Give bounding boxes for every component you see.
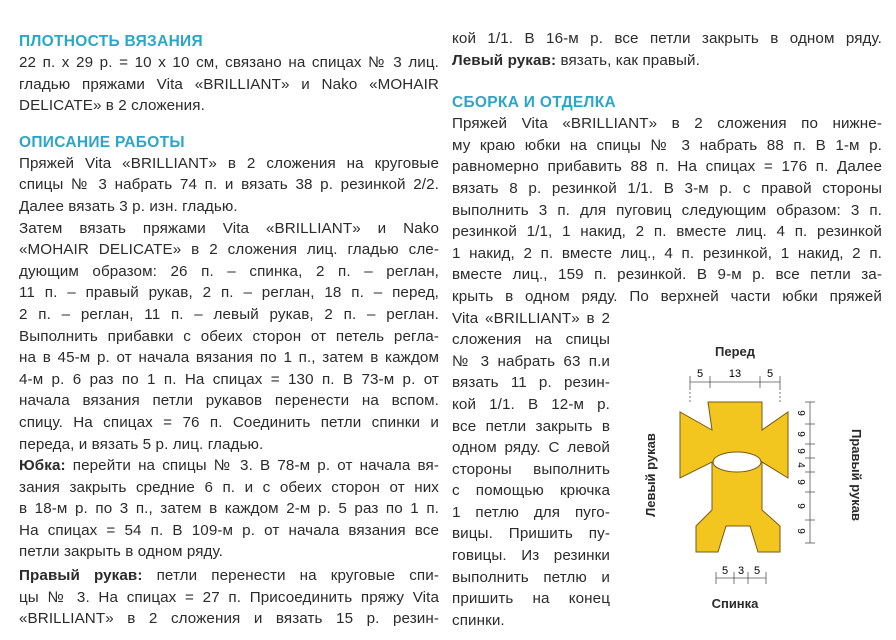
front-label: Перед	[715, 344, 755, 359]
side-dimension: 9	[795, 431, 806, 437]
side-dimension: 9	[795, 479, 806, 485]
left-sleeve-text: вязать, как правый.	[556, 51, 700, 69]
side-dimension: 9	[795, 528, 806, 534]
assembly-line: му краю юбки на спицы № 3 набрать 88 п. В 1-м р.	[452, 136, 882, 154]
assembly-narrow-block	[452, 308, 610, 632]
left-sleeve-line	[452, 50, 882, 72]
assembly-line: вязать 8 р. резинкой 1/1. В 3-м р. с правой стороны	[452, 179, 882, 197]
back-label: Спинка	[711, 596, 759, 611]
assembly-narrow-line: кой 1/1. В 12-м р.	[452, 395, 610, 413]
skirt-line: в 18-м р. по 3 п., затем в каждом 2-м р. 5 раз по 1 п.	[19, 500, 439, 518]
assembly-line: резинкой 1/1, 1 накид, 2 п. вместе лиц. 4 п. резинкой	[452, 223, 882, 241]
bottom-dimension: 5	[753, 565, 761, 577]
assembly-narrow-line: вязать 11 р. резин-	[452, 374, 610, 392]
description-line: Выполнить прибавки с обеих сторон от петель регла-	[19, 327, 439, 345]
left-sleeve-diagram-label: Левый рукав	[643, 433, 658, 517]
side-dimension: 9	[795, 410, 806, 416]
assembly-narrow-line: вицы. Пришить пу-	[452, 525, 610, 543]
skirt-line	[19, 455, 439, 477]
assembly-line: вместе лиц., 159 п. резинкой. В 9-м р. все петли за-	[452, 266, 882, 284]
bottom-dimension: 3	[737, 565, 745, 577]
gauge-line: гладью пряжами Vita «BRILLIANT» и Nako «MOHAIR	[19, 75, 439, 93]
right-sleeve-line: цы № 3. На спицах = 27 п. Присоединить пряжу Vita	[19, 588, 439, 606]
right-sleeve-line: «BRILLIANT» в 2 сложения и вязать 15 р. резин-	[19, 610, 439, 628]
garment-shape	[680, 402, 788, 552]
top-dimension: 5	[696, 368, 704, 380]
skirt-label: Юбка:	[19, 457, 66, 475]
right-sleeve-label: Правый рукав:	[19, 567, 143, 585]
description-line: 2 п. – реглан, 11 п. – левый рукав, 2 п. – реглан.	[19, 305, 439, 323]
description-line: Пряжей Vita «BRILLIANT» в 2 сложения на круговые	[19, 154, 439, 172]
skirt-line: петли закрыть в одном ряду.	[19, 543, 223, 561]
description-line: 4-м р. 6 раз по 1 п. На спицах = 130 п. В 73-м р. от	[19, 370, 439, 388]
description-line: начала вязания петли рукавов перенести на вспом.	[19, 392, 439, 410]
side-dimension: 9	[795, 503, 806, 509]
gauge-heading: ПЛОТНОСТЬ ВЯЗАНИЯ	[19, 33, 203, 50]
assembly-narrow-line: стороны выполнить	[452, 460, 610, 478]
assembly-narrow-line: 1 петлю для пуго-	[452, 503, 610, 521]
pattern-diagram	[630, 330, 896, 630]
description-heading: ОПИСАНИЕ РАБОТЫ	[19, 133, 185, 151]
skirt-line: На спицах = 54 п. В 109-м р. от начала вязания все	[19, 521, 439, 539]
assembly-narrow-line: № 3 набрать 63 п.и	[452, 352, 610, 370]
left-column	[19, 0, 439, 630]
assembly-narrow-line: с помощью крючка	[452, 482, 610, 500]
assembly-line: Пряжей Vita «BRILLIANT» в 2 сложения по нижне-	[452, 115, 882, 133]
assembly-narrow-line: выполнить петлю и	[452, 568, 610, 586]
assembly-heading: СБОРКА И ОТДЕЛКА	[452, 94, 616, 112]
description-line: переда, и вязать 5 р. лиц. гладью.	[19, 435, 264, 453]
neck-opening	[713, 452, 761, 472]
description-line: спицы № 3 набрать 74 п. и вязать 38 р. резинкой 2/2.	[19, 176, 439, 194]
description-line: Далее вязать 3 р. изн. гладью.	[19, 197, 238, 215]
right-sleeve-text: петли перенести на круговые спи-	[142, 567, 439, 585]
right-sleeve-line	[19, 565, 439, 587]
assembly-narrow-line: говицы. Из резинки	[452, 547, 610, 565]
left-sleeve-label: Левый рукав:	[452, 51, 557, 69]
assembly-narrow-line: спинки.	[452, 611, 505, 629]
description-line: Затем вязать пряжами Vita «BRILLIANT» и Nako	[19, 219, 439, 237]
description-line: на в 45-м р. от начала вязания по 1 п., затем в каждом	[19, 349, 439, 367]
description-line: 11 п. – правый рукав, 2 п. – реглан, 18 п. – перед,	[19, 284, 439, 302]
side-dimension: 9	[795, 448, 806, 454]
assembly-narrow-line: Vita «BRILLIANT» в 2	[452, 309, 610, 327]
assembly-line: равномерно прибавить 88 п. На спицах = 176 п. Далее	[452, 158, 882, 176]
assembly-narrow-line: пришить на конец	[452, 590, 610, 608]
assembly-line: крыть в одном ряду. По верхней части юбки пряжей	[452, 287, 882, 305]
assembly-line: выполнить 3 п. для пуговиц следующим образом: 3 п.	[452, 201, 882, 219]
right-top-line: кой 1/1. В 16-м р. все петли закрыть в одном ряду.	[452, 30, 882, 47]
skirt-line: зания закрыть средние 6 п. и с обеих сторон от них	[19, 478, 439, 496]
top-dimension: 5	[766, 368, 774, 380]
assembly-line: 1 накид, 2 п. вместе лиц., 4 п. резинкой, 1 накид, 2 п.	[452, 244, 882, 262]
description-line: дующим образом: 26 п. – спинка, 2 п. – реглан,	[19, 262, 439, 280]
side-dimension: 4	[795, 462, 806, 468]
description-line: «MOHAIR DELICATE» в 2 сложения лиц. гладью сле-	[19, 241, 439, 259]
top-dimension: 13	[728, 368, 742, 380]
assembly-narrow-line: все петли закрыть в	[452, 417, 610, 435]
bottom-dimension: 5	[721, 565, 729, 577]
gauge-line: DELICATE» в 2 сложения.	[19, 97, 205, 115]
description-line: спицу. На спицах = 76 п. Соединить петли спинки и	[19, 413, 439, 431]
gauge-line: 22 п. х 29 р. = 10 х 10 см, связано на спицах № 3 лиц.	[19, 54, 439, 71]
assembly-narrow-line: сложения на спицы	[452, 331, 610, 349]
assembly-narrow-line: одном ряду. С левой	[452, 439, 610, 457]
right-sleeve-diagram-label: Правый рукав	[849, 429, 864, 521]
skirt-text: перейти на спицы № 3. В 78-м р. от начала вя-	[65, 457, 439, 475]
